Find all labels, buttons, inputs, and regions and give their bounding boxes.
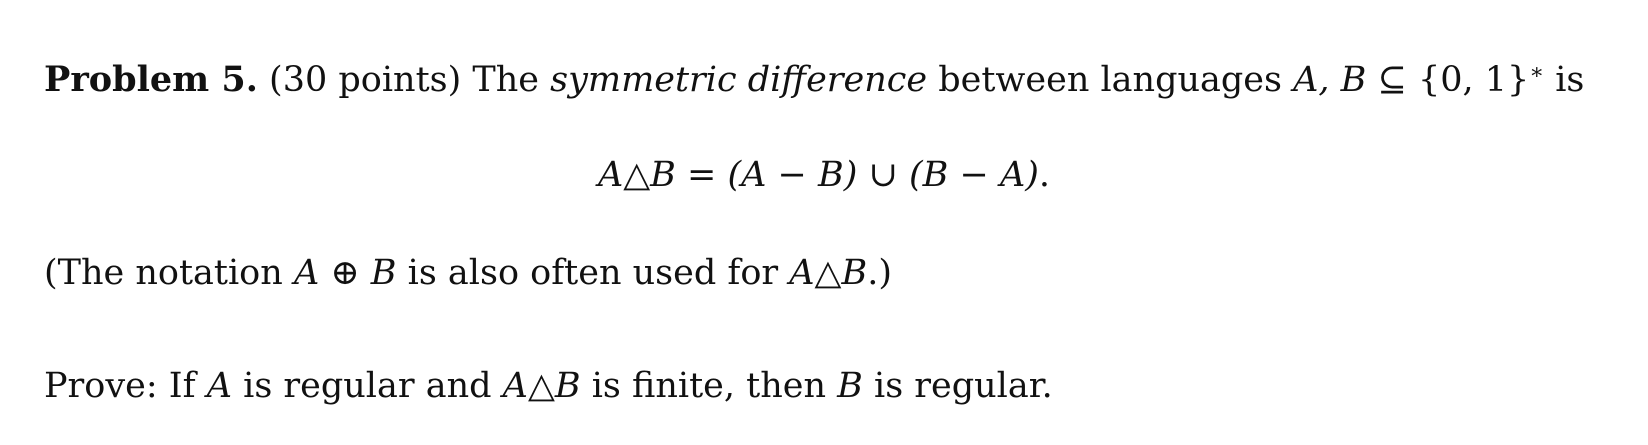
union-symbol: ∪	[868, 155, 898, 195]
prove-text-4: is regular.	[874, 366, 1053, 406]
intro-text-before: The	[472, 60, 540, 100]
note-middle: is also often used for	[407, 253, 779, 293]
prove-text-2: is regular and	[243, 366, 492, 406]
note-open: (The notation	[44, 253, 283, 293]
prove-var-b: B	[837, 366, 863, 406]
equation-rhs-part1: (A − B)	[727, 155, 858, 195]
problem-statement	[44, 59, 1585, 100]
problem-points: (30 points)	[269, 60, 462, 100]
prove-statement	[44, 366, 1053, 406]
intro-text-end: is	[1555, 60, 1585, 100]
note-close: .)	[867, 253, 892, 293]
equation-lhs: A△B	[597, 155, 676, 195]
prove-label: Prove:	[44, 366, 158, 406]
notation-note	[44, 253, 892, 293]
equals-sign: =	[687, 155, 717, 195]
problem-heading: Problem 5.	[44, 59, 258, 100]
equation-rhs-part2: (B − A)	[909, 155, 1039, 195]
display-equation	[0, 155, 1648, 195]
alphabet-set: {0, 1}	[1417, 60, 1530, 100]
prove-var-a: A	[206, 366, 232, 406]
prove-text-1: If	[168, 366, 196, 406]
equation-period: .	[1038, 155, 1051, 195]
subset-symbol: ⊆	[1377, 60, 1407, 100]
defined-term: symmetric difference	[550, 60, 928, 100]
note-expr: A ⊕ B	[293, 253, 397, 293]
sets-a-b: A, B	[1293, 60, 1367, 100]
prove-sym-diff: A△B	[502, 366, 581, 406]
kleene-star: ∗	[1529, 60, 1545, 86]
intro-text-after: between languages	[938, 60, 1282, 100]
prove-text-3: is finite, then	[591, 366, 826, 406]
note-ref: A△B	[789, 253, 868, 293]
